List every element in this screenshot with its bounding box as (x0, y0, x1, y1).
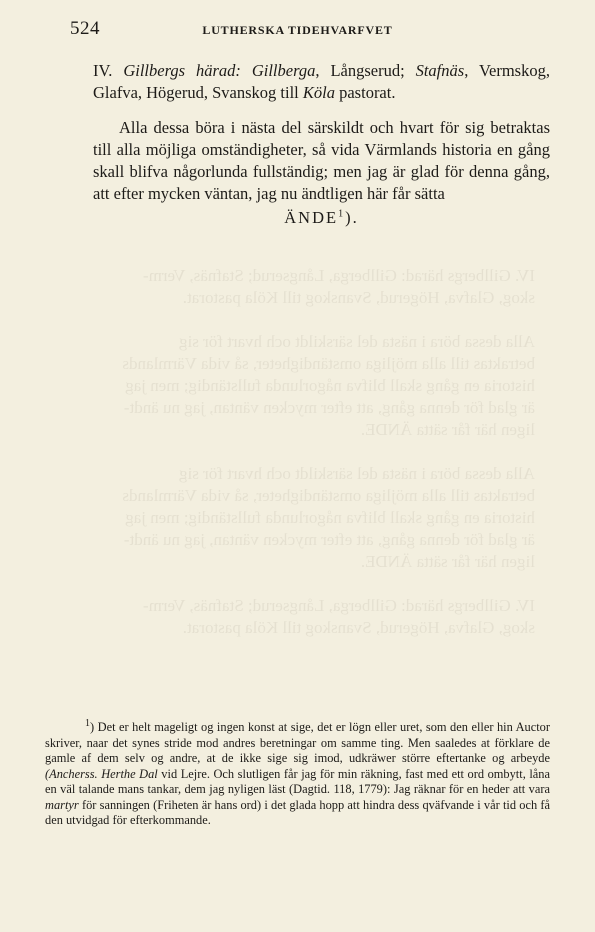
ande-word: ÄNDE (284, 208, 339, 227)
footnote-number: 1 (85, 717, 90, 729)
word-martyr: martyr (45, 797, 79, 812)
ande-heading (93, 207, 550, 229)
section-number: IV. (93, 61, 124, 80)
parish-kola: Köla (302, 83, 335, 102)
paragraph-closing: Alla dessa böra i nästa del särskildt och hvart för sig betraktas till alla möjliga omständigheter, så vida Värmlands historia en gång skall blifva någorlunda fullständig; men jag är glad för denna gång, att efter mycken väntan, jag nu ändtligen här får sätta (93, 118, 550, 203)
running-head: LUTHERSKA TIDEHVARFVET (202, 23, 393, 37)
text-run: vid Lejre. Och slutligen får jag för min räkning, fast med ett ord ombytt, låna en väl talande mans tankar, dem jag nyligen läst (Dagtid. 118, 1779): Jag räknar för en heder att vara (45, 766, 550, 796)
text-run: ) Det er helt mageligt og ingen konst at sige, det er lögn eller uret, som den eller hin Auctor skriver, naar det synes stride mod andres beretningar om samme ting. Men saaledes at förklare de gamle af dem selv og andre, at de ikke sige sig imod, udkräwer större eftertanke og arbeyde (45, 720, 550, 765)
harad-name: Gillbergs härad: Gillberga (123, 61, 316, 80)
text-run: för sanningen (Friheten är hans ord) i det glada hopp att hindra dess qväfvande i vår tid och få den utvidgad för efterkommande. (45, 797, 550, 827)
footnote-marker: 1 (338, 208, 346, 220)
page-number: 524 (70, 18, 100, 39)
footnote (45, 717, 550, 829)
ande-punct: ). (345, 208, 359, 227)
show-through-text: IV. Gillbergs härad: Gillberga, Långserud; Stafnäs, Verm- skog, Glafva, Högerud, Svanskog till Köla pastorat. Alla dessa böra i nästa del särskildt och hvart för sig betraktas till alla möjliga omständigheter, så vida Värmlands historia en gång skall blifva någorlunda fullständig; men jag är glad för denna gång, att efter mycken väntan, jag nu ändt- ligen här får sätta ÄNDE. Alla dessa böra i nästa del särskildt och hvart för sig betraktas till alla möjliga omständigheter, så vida Värmlands historia en gång skall blifva någorlunda fullständig; men jag är glad för denna gång, att efter mycken väntan, jag nu ändt- ligen här får sätta ÄNDE. IV. Gillbergs härad: Gillberga, Långserud; Stafnäs, Verm- skog, Glafva, Högerud, Svanskog till Köla pastorat. (122, 266, 535, 637)
citation-anchers: (Ancherss. Herthe Dal (45, 766, 158, 781)
footnote-text (45, 717, 550, 829)
text-run: , Vermskog, Glafva, Högerud, Svanskog till (93, 61, 550, 102)
paragraph-parish-list (93, 60, 550, 104)
text-run: , Långserud; (315, 61, 416, 80)
main-text (93, 60, 550, 229)
parish-stafnas: Stafnäs (415, 61, 465, 80)
page-header (70, 18, 525, 44)
text-run: pastorat. (334, 83, 396, 102)
